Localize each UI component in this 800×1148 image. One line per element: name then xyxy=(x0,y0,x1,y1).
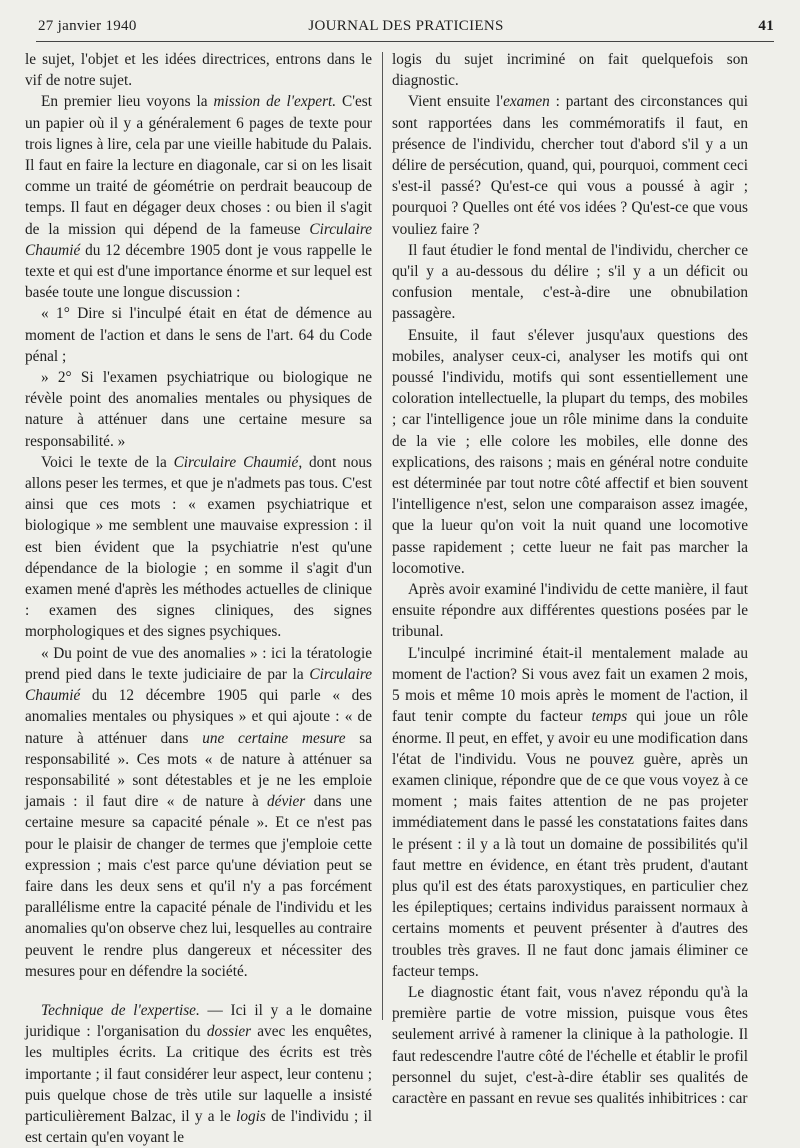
text-run: En premier lieu voyons la xyxy=(41,93,214,111)
page-header xyxy=(38,18,774,42)
paragraph xyxy=(25,452,372,643)
italic-text: logis xyxy=(236,1107,266,1125)
text-run: — Ici il y a le domaine juridique : l'organisation du xyxy=(25,1001,372,1041)
paragraph: logis du sujet incriminé on fait quelquefois son diagnostic. xyxy=(392,51,748,90)
paragraph: Il faut étudier le fond mental de l'individu, chercher ce qu'il y a au-dessous du délire ; s'il y a un déficit ou confusion mentale, c'est-à-dire une obnubilation passagère. xyxy=(392,241,748,323)
header-rule xyxy=(36,41,774,42)
paragraph: le sujet, l'objet et les idées directrices, entrons dans le vif de notre sujet. xyxy=(25,51,372,90)
text-run: « Du point de vue des anomalies » : ici la tératologie prend pied dans le texte judiciaire de par la xyxy=(25,644,372,683)
section-heading: Technique de l'expertise. xyxy=(41,1001,200,1019)
journal-title: JOURNAL DES PRATICIENS xyxy=(308,18,504,34)
paragraph: Le diagnostic étant fait, vous n'avez répondu qu'à la première partie de votre mission, puisque vous êtes seulement arrivé à ramener la clinique à la pathologie. Il faut redescendre l'autre côté de l'échelle et établir le profil personnel du sujet, c'est-à-dire établir ses qualités de caractère en passant en revue ses qualités inhibitrices : car xyxy=(392,983,748,1107)
paragraph xyxy=(25,91,372,303)
text-run: avec les enquêtes, les multiples écrits. La critique des écrits est très importante ; il faut considérer leur aspect, leur contenu ; puis quelque chose de très utile sur laquelle a insisté particulièrement Balzac, il y a le xyxy=(25,1023,372,1125)
page-number: 41 xyxy=(758,18,774,34)
text-run: : partant des circonstances qui sont rapportées dans les commémoratifs il faut, en présence de l'individu, chercher tout d'abord s'il y a un délire de persécution, quand, qui, pourquoi, comment ceci s'est-il passé? Qu'est-ce qui vous a poussé à agir ; pourquoi ? Quelles ont été vos idées ? Qu'est-ce que vous vouliez faire ? xyxy=(392,93,749,238)
right-column xyxy=(392,49,748,1109)
text-run: du 12 décembre 1905 dont je vous rappelle le texte et qui est d'une importance énorme et sur lequel est basée toute une longue discussion : xyxy=(25,241,372,302)
left-column xyxy=(25,49,372,1148)
text-run: sa responsabilité ». Ces mots « de nature à atténuer sa responsabilité » sont détestables et je ne les emploie jamais : il faut dire « de nature à xyxy=(25,729,372,811)
italic-text: une certaine mesure xyxy=(202,729,346,747)
italic-text: dévier xyxy=(267,793,306,811)
text-run: , dont nous allons peser les termes, et que je n'admets pas tous. C'est ainsi que ces mots : « examen psychiatrique et biologique » me semblent une mauvaise expression : il est bien évident que la psychiatrie n'est qu'une dépendance de la biologie ; en somme il s'agit d'un examen mené d'après les méthodes actuelles de clinique : examen des signes cliniques, des signes morphologiques et des signes psychiques. xyxy=(25,453,372,641)
text-run: du 12 décembre 1905 qui parle « des anomalies mentales ou physiques » et qui ajoute : « de nature à atténuer dans xyxy=(25,687,372,747)
paragraph xyxy=(25,643,372,982)
section-paragraph xyxy=(25,1000,372,1148)
paragraph: Après avoir examiné l'individu de cette manière, il faut ensuite répondre aux différentes questions posées par le tribunal. xyxy=(392,581,748,641)
text-run: Voici le texte de la xyxy=(41,453,174,471)
italic-text: Circulaire Chaumié xyxy=(25,665,372,705)
italic-text: temps xyxy=(591,708,628,726)
italic-text: examen xyxy=(503,93,550,111)
header-date: 27 janvier 1940 xyxy=(38,18,137,34)
italic-text: Circulaire Chaumié xyxy=(173,453,299,471)
text-run: Vient ensuite l' xyxy=(408,93,504,111)
column-divider xyxy=(382,52,383,1020)
italic-text: dossier xyxy=(206,1023,252,1041)
paragraph xyxy=(392,91,748,239)
text-run: C'est un papier où il y a généralement 6 pages de texte pour trois lignes à lire, cela par une vieille habitude du Palais. Il faut en faire la lecture en diagonale, car si on les lisait comme un traité de géométrie on perdrait beaucoup de temps. Il faut en dégager deux choses : ou bien il s'agit de la mission qui dépend de la fameuse xyxy=(25,93,372,238)
text-run: de l'individu ; il est certain qu'en voyant le xyxy=(25,1107,372,1147)
italic-text: mission de l'expert. xyxy=(213,93,337,111)
italic-text: Circulaire Chaumié xyxy=(25,220,372,259)
text-run: L'inculpé incriminé était-il mentalement malade au moment de l'action? Si vous avez fait un examen 2 mois, 5 mois et même 10 mois après le moment de l'action, il faut tenir compte du facteur xyxy=(392,644,748,726)
paragraph: Ensuite, il faut s'élever jusqu'aux questions des mobiles, analyser ceux-ci, analyser les motifs qui ont poussé l'individu, motifs qui sont essentiellement une coloration intellectuelle, la plupart du temps, des mobiles ; car l'intelligence joue un rôle minime dans la conduite de la vie ; elle colore les mobiles, elle donne des explications, des raisons ; mais en général notre conduite est déterminée par tout notre côté affectif et bien souvent l'intelligence n'est, selon une comparaison assez imagée, que la lueur qu'on voit la nuit quand une locomotive passe rapidement ; cette lueur ne fait pas marcher la locomotive. xyxy=(392,326,748,577)
text-run: qui joue un rôle énorme. Il peut, en effet, y avoir eu une modification dans l'état de l'individu. Vous ne pouvez guère, après un examen clinique, répondre que de ce que vous voyez à ce moment ; mais faites attention de ne pas projeter immédiatement dans le passé les constatations faites dans le présent : il y a là tout un domaine de possibilités qu'il faut mettre en évidence, en étant très prudent, d'autant plus qu'il est des états paroxystiques, en particulier chez les épileptiques; certains individus paraissent normaux à certains moments et peuvent présenter à d'autres des troubles très graves. Il ne faut donc jamais éliminer ce facteur temps. xyxy=(392,708,748,980)
text-run: dans une certaine mesure sa capacité pénale ». Et ce n'est pas pour le plaisir de changer de termes que j'emploie cette expression ; mais c'est parce qu'une déviation peut se faire dans les deux sens et qu'il n'y a pas forcément parallélisme entre la capacité pénale de l'individu et les anomalies qu'on observe chez lui, lesquelles au contraire peuvent le rendre plus dangereux et nécessiter des mesures pour en défendre la société. xyxy=(25,793,372,980)
quote-paragraph: « 1° Dire si l'inculpé était en état de démence au moment de l'action et dans le sens de l'art. 64 du Code pénal ; xyxy=(25,305,372,365)
quote-paragraph: » 2° Si l'examen psychiatrique ou biologique ne révèle point des anomalies mentales ou physiques de nature à atténuer dans une certaine mesure sa responsabilité. » xyxy=(25,369,372,450)
paragraph xyxy=(392,643,748,982)
